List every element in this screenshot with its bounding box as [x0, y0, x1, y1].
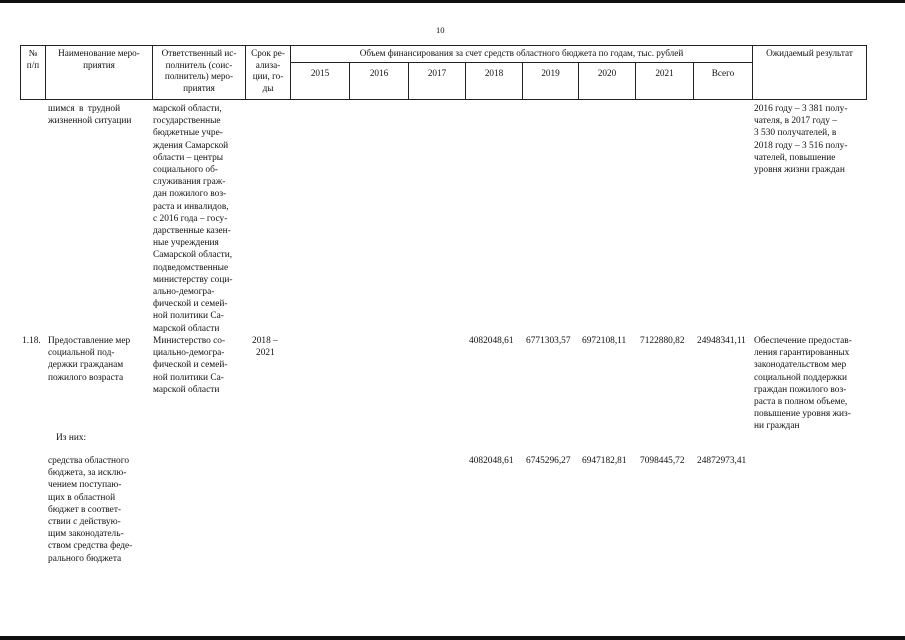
header-year-2020: 2020	[597, 68, 617, 78]
col-border-right	[866, 45, 867, 100]
header-responsible: Ответственный ис- полнитель (соис- полнитель) меро- приятия	[161, 48, 237, 93]
sub-row-value-2020: 6947182,81	[582, 456, 627, 466]
row-118-value-total: 24948341,11	[697, 336, 746, 346]
row-118-value-2021: 7122880,82	[640, 336, 685, 346]
cont-row-responsible: марской области, государственные бюджетные учре- ждения Самарской области – центры социального об- служивания граж- дан пожилого воз- раста и инвалидов, с 2016 года – госу- дарственные казен- ные учреждения Самарской области, подведомственные министерству соци- ально-демогра- фической и семей- ной политики Са- марской области	[153, 104, 233, 334]
header-top-border	[20, 45, 867, 46]
header-year-2016: 2016	[369, 68, 389, 78]
header-year-2019: 2019	[541, 68, 560, 78]
header-total: Всего	[711, 68, 735, 78]
row-118-term: 2018 – 2021	[252, 336, 278, 359]
header-term: Срок ре- ализа- ции, го- ды	[251, 48, 285, 93]
sub-row-value-2019: 6745296,27	[526, 456, 571, 466]
cont-row-name: шимся в трудной жизненной ситуации	[48, 104, 132, 127]
row-118-name: Предоставление мер социальной под- держки гражданам пожилого возраста	[48, 336, 131, 383]
scan-top-edge	[0, 0, 905, 3]
header-years-divider	[290, 62, 752, 63]
header-year-2015: 2015	[310, 68, 330, 78]
page-number: 10	[436, 25, 445, 35]
header-name: Наименование меро- приятия	[58, 48, 140, 70]
header-year-2018: 2018	[484, 68, 504, 78]
cont-row-result: 2016 году – 3 381 полу- чателя, в 2017 году – 3 530 получателей, в 2018 году – 3 516 полу- чателей, повышение уровня жизни граждан	[754, 104, 848, 176]
sub-row-name: средства областного бюджета, за исклю- чением поступаю- щих в областной бюджет в соответ- ствии с действую- щим законодатель- ством средства феде- рального бюджета	[48, 456, 133, 564]
row-118-value-2020: 6972108,11	[582, 336, 627, 346]
row-118-value-2018: 4082048,61	[469, 336, 514, 346]
subheading-of-which: Из них:	[56, 433, 87, 443]
sub-row-value-2021: 7098445,72	[640, 456, 685, 466]
row-118-number: 1.18.	[22, 336, 41, 346]
sub-row-value-total: 24872973,41	[697, 456, 747, 466]
header-funding: Объем финансирования за счет средств областного бюджета по годам, тыс. рублей	[359, 48, 684, 58]
header-bottom-border	[20, 99, 867, 100]
header-year-2021: 2021	[655, 68, 674, 78]
row-118-result: Обеспечение предостав- ления гарантированных законодательством мер социальной поддержки граждан пожилого воз- раста в полном объеме, повышение уровня жиз- ни граждан	[754, 336, 852, 432]
header-result: Ожидаемый результат	[766, 48, 853, 58]
sub-row-value-2018: 4082048,61	[469, 456, 514, 466]
scan-bottom-edge	[0, 636, 905, 640]
row-118-responsible: Министерство со- циально-демогра- фической и семей- ной политики Са- марской области	[153, 336, 228, 395]
row-118-value-2019: 6771303,57	[526, 336, 571, 346]
header-year-2017: 2017	[427, 68, 447, 78]
header-num: № п/п	[26, 48, 40, 70]
